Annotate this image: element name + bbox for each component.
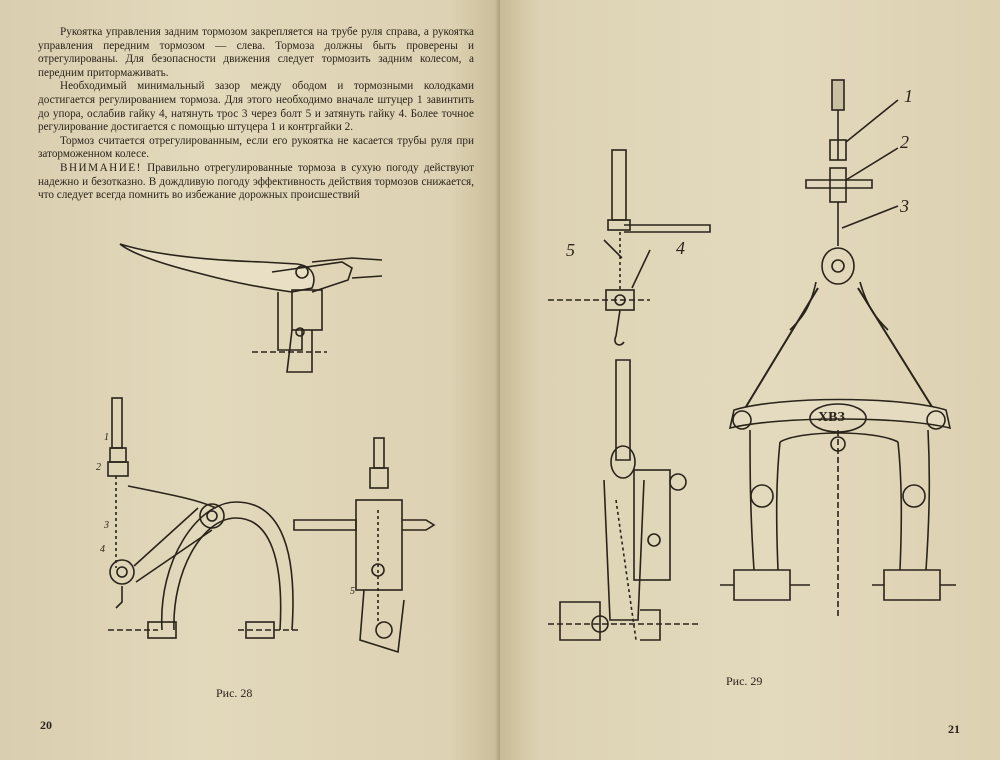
fig28-label-3: 3 <box>104 520 109 531</box>
fig29-label-4: 4 <box>676 238 685 258</box>
left-page-text <box>38 26 474 203</box>
rim-brake-drawing <box>88 390 448 680</box>
fig29-label-3: 3 <box>900 196 909 216</box>
warning-text: Правильно отрегулированные тормоза в сухую погоду действуют надежно и безотказно. В дождливую погоду эффективность действия тормозов снижается, что следует всегда помнить во избежание дорожных происшествий <box>38 161 474 202</box>
page-number-right: 21 <box>948 722 960 736</box>
fig28-label-5: 5 <box>350 586 355 597</box>
fig28-label-4: 4 <box>100 544 105 555</box>
right-page <box>500 0 1000 760</box>
warning-paragraph <box>38 162 474 203</box>
paragraph-1: Рукоятка управления задним тормозом закрепляется на трубе руля справа, а рукоятка управления передним тормозом — слева. Тормоза должны быть проверены и отрегулированы. Для безопасности движения следует тормозить задним колесом, а передним притормаживать. <box>38 26 474 79</box>
fig29-label-2: 2 <box>900 132 909 152</box>
figure-29-caption: Рис. 29 <box>726 674 763 688</box>
fig28-label-2: 2 <box>96 462 101 473</box>
warning-label: ВНИМАНИЕ! <box>60 161 142 174</box>
fig29-label-1: 1 <box>904 86 913 106</box>
fig29-label-5: 5 <box>566 240 575 260</box>
figure-28-caption: Рис. 28 <box>216 686 253 700</box>
paragraph-2: Необходимый минимальный зазор между ободом и тормозными колодками достигается регулированием тормоза. Для этого необходимо вначале штуцер 1 завинтить до упора, ослабив гайку 4, натянуть трос 3 через болт 5 и затянуть гайку 4. Более точное регулирование достигается с помощью штуцера 1 и контргайки 2. <box>38 80 474 134</box>
caliper-front-view-drawing <box>720 70 990 630</box>
brake-lever-drawing <box>112 232 392 392</box>
fig28-label-1: 1 <box>104 432 109 443</box>
page-number-left: 20 <box>40 718 52 732</box>
brake-side-view-drawing <box>540 140 740 660</box>
emblem-text: ХВЗ <box>818 410 845 425</box>
paragraph-3: Тормоз считается отрегулированным, если его рукоятка не касается трубы руля при заторможенном колесе. <box>38 134 474 161</box>
